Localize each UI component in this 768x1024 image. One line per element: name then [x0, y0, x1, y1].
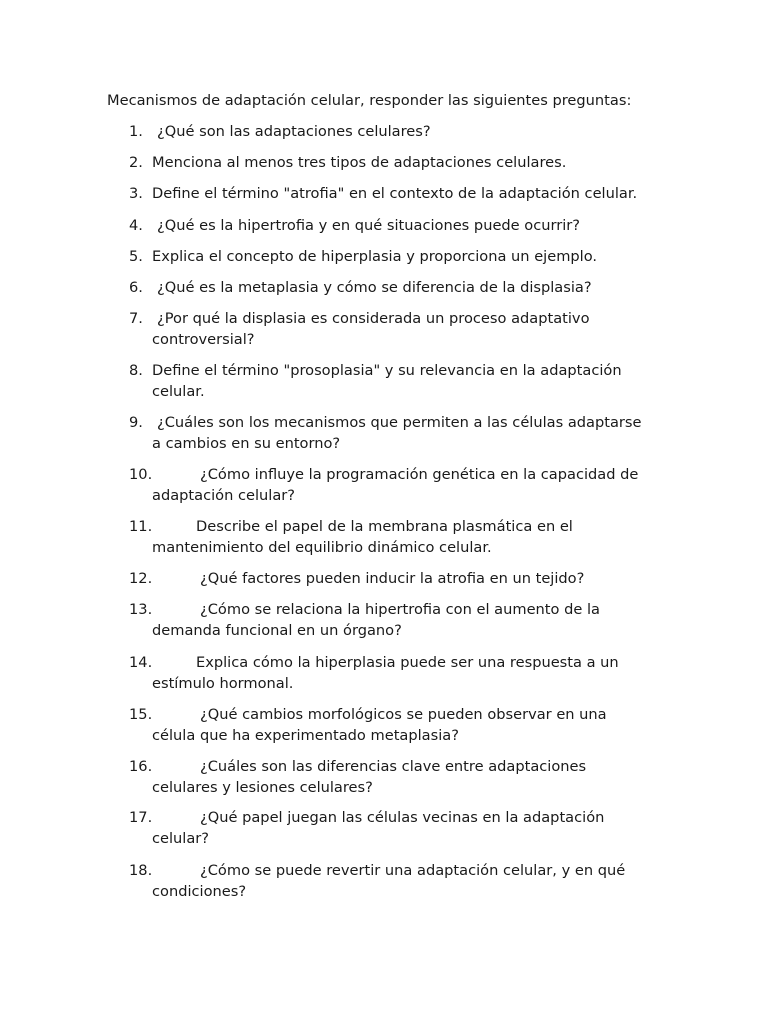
- question-line: ¿Qué factores pueden inducir la atrofia en un tejido?: [200, 570, 585, 587]
- question-line: celular?: [152, 830, 210, 847]
- question-number: 1.: [129, 123, 143, 140]
- question-number: 17.: [129, 809, 153, 826]
- question-number: 15.: [129, 706, 153, 723]
- question-line: Explica cómo la hiperplasia puede ser una respuesta a un: [196, 654, 619, 671]
- question-number: 10.: [129, 466, 153, 483]
- question-line: celular.: [152, 383, 205, 400]
- question-item-15: [0, 704, 680, 746]
- question-line: condiciones?: [152, 883, 247, 900]
- question-line: Menciona al menos tres tipos de adaptaciones celulares.: [152, 154, 567, 171]
- question-text: [152, 152, 672, 173]
- question-line: Define el término "prosoplasia" y su relevancia en la adaptación: [152, 362, 622, 379]
- question-number: 16.: [129, 758, 153, 775]
- question-item-14: [0, 652, 680, 694]
- question-text: [152, 277, 672, 298]
- question-line: ¿Cómo se relaciona la hipertrofia con el aumento de la: [200, 601, 600, 618]
- question-line: ¿Cuáles son los mecanismos que permiten a las células adaptarse: [157, 414, 642, 431]
- question-text: [152, 121, 672, 142]
- question-line: ¿Cómo se puede revertir una adaptación celular, y en qué: [200, 862, 626, 879]
- question-item-13: [0, 599, 680, 641]
- question-line: adaptación celular?: [152, 487, 296, 504]
- question-item-17: [0, 807, 680, 849]
- question-line: célula que ha experimentado metaplasia?: [152, 727, 459, 744]
- question-text: [152, 516, 672, 558]
- question-item-16: [0, 756, 680, 798]
- question-item-2: [0, 152, 680, 173]
- question-text: [152, 860, 672, 902]
- question-number: 4.: [129, 217, 143, 234]
- question-line: a cambios en su entorno?: [152, 435, 341, 452]
- question-number: 7.: [129, 310, 143, 327]
- question-number: 6.: [129, 279, 143, 296]
- question-text: [152, 215, 672, 236]
- question-item-6: [0, 277, 680, 298]
- question-text: [152, 412, 672, 454]
- question-text: [152, 308, 672, 350]
- question-item-7: [0, 308, 680, 350]
- question-text: [152, 246, 672, 267]
- document-heading: Mecanismos de adaptación celular, responder las siguientes preguntas:: [107, 92, 632, 109]
- question-text: [152, 360, 672, 402]
- question-number: 13.: [129, 601, 153, 618]
- question-item-5: [0, 246, 680, 267]
- question-item-18: [0, 860, 680, 902]
- question-text: [152, 807, 672, 849]
- question-line: ¿Cómo influye la programación genética en la capacidad de: [200, 466, 639, 483]
- question-line: ¿Qué es la metaplasia y cómo se diferencia de la displasia?: [157, 279, 592, 296]
- question-item-4: [0, 215, 680, 236]
- question-text: [152, 704, 672, 746]
- question-item-10: [0, 464, 680, 506]
- question-text: [152, 183, 672, 204]
- question-item-3: [0, 183, 680, 204]
- question-number: 11.: [129, 518, 153, 535]
- question-line: estímulo hormonal.: [152, 675, 294, 692]
- question-line: controversial?: [152, 331, 255, 348]
- question-item-12: [0, 568, 680, 589]
- question-line: Define el término "atrofia" en el contexto de la adaptación celular.: [152, 185, 638, 202]
- question-item-11: [0, 516, 680, 558]
- question-line: demanda funcional en un órgano?: [152, 622, 402, 639]
- question-item-9: [0, 412, 680, 454]
- question-text: [152, 568, 672, 589]
- question-number: 18.: [129, 862, 153, 879]
- question-text: [152, 599, 672, 641]
- question-line: ¿Qué son las adaptaciones celulares?: [157, 123, 431, 140]
- question-number: 5.: [129, 248, 143, 265]
- question-line: Explica el concepto de hiperplasia y proporciona un ejemplo.: [152, 248, 598, 265]
- question-text: [152, 652, 672, 694]
- question-number: 9.: [129, 414, 143, 431]
- question-text: [152, 756, 672, 798]
- question-number: 8.: [129, 362, 143, 379]
- question-number: 12.: [129, 570, 153, 587]
- question-line: celulares y lesiones celulares?: [152, 779, 373, 796]
- question-number: 2.: [129, 154, 143, 171]
- question-line: ¿Cuáles son las diferencias clave entre adaptaciones: [200, 758, 587, 775]
- question-line: Describe el papel de la membrana plasmática en el: [196, 518, 573, 535]
- question-line: mantenimiento del equilibrio dinámico celular.: [152, 539, 492, 556]
- question-item-1: [0, 121, 680, 142]
- question-text: [152, 464, 672, 506]
- question-item-8: [0, 360, 680, 402]
- question-line: ¿Por qué la displasia es considerada un proceso adaptativo: [157, 310, 590, 327]
- question-number: 14.: [129, 654, 153, 671]
- question-line: ¿Qué papel juegan las células vecinas en la adaptación: [200, 809, 605, 826]
- question-line: ¿Qué cambios morfológicos se pueden observar en una: [200, 706, 607, 723]
- question-number: 3.: [129, 185, 143, 202]
- question-line: ¿Qué es la hipertrofia y en qué situaciones puede ocurrir?: [157, 217, 581, 234]
